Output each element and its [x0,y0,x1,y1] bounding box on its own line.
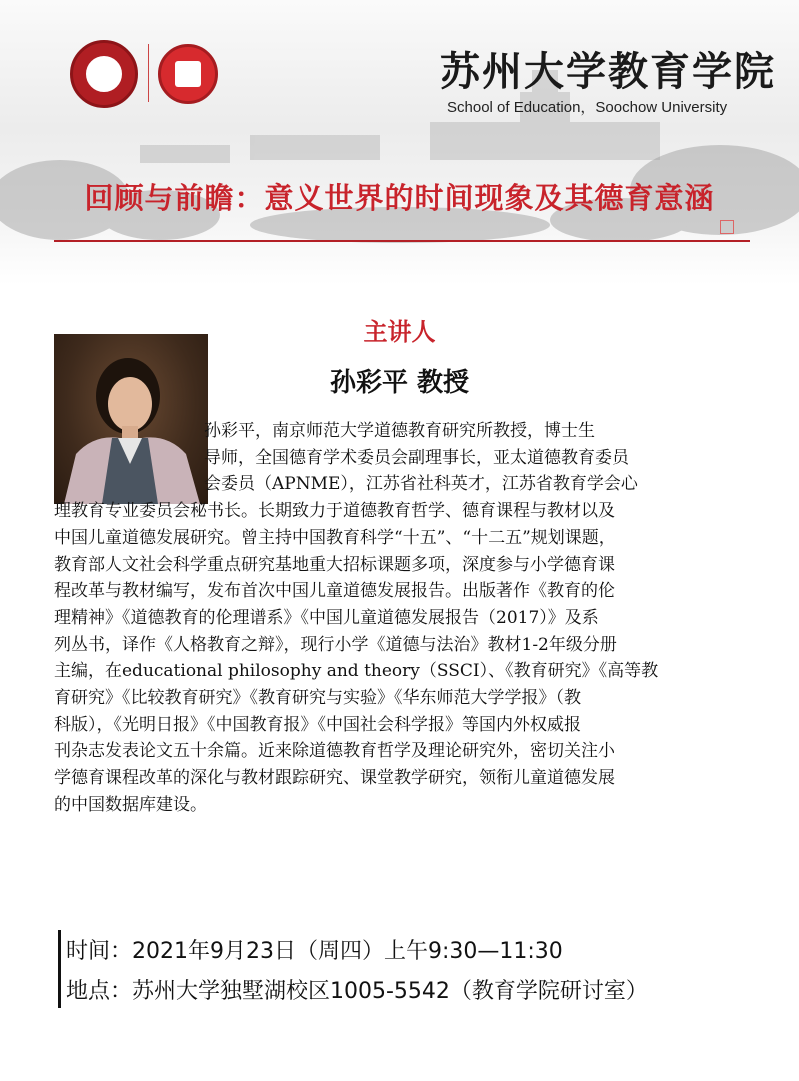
bio-line: 学德育课程改革的深化与教材跟踪研究、课堂教学研究，领衔儿童道德发展 [54,768,615,789]
school-name-en: School of Education，Soochow University [447,99,728,116]
speaker-name: 孙彩平 教授 [330,368,470,398]
bio-line: 理精神》《道德教育的伦理谱系》《中国儿童道德发展报告（2017）》及系 [54,607,599,628]
speaker-bio [54,418,767,819]
bio-line: 列丛书，译作《人格教育之辩》，现行小学《道德与法治》教材1-2年级分册 [54,634,617,655]
soochow-university-logo [70,40,138,108]
bio-line: 程改革与教材编写，发布首次中国儿童道德发展报告。出版著作《教育的伦 [54,581,615,602]
bio-line: 主编，在educational philosophy and theory（SSCI）、《教育研究》《高等教 [54,661,659,682]
bio-line: 育研究》《比较教育研究》《教育研究与实验》《华东师范大学学报》（教 [54,688,581,709]
bio-line: 会委员（APNME），江苏省社科英才，江苏省教育学会心 [204,474,638,495]
event-place: 地点：苏州大学独墅湖校区1005-5542（教育学院研讨室） [66,979,648,1004]
talk-title: 回顾与前瞻：意义世界的时间现象及其德育意涵 [84,181,715,215]
bio-line: 教育部人文社会科学重点研究基地重大招标课题多项，深度参与小学德育课 [54,554,615,575]
event-info-bar [58,930,61,1008]
seal-stamp [720,220,734,234]
bio-line: 刊杂志发表论文五十余篇。近来除道德教育哲学及理论研究外，密切关注小 [54,741,615,762]
bio-line: 科版），《光明日报》《中国教育报》《中国社会科学报》等国内外权威报 [54,714,581,735]
speaker-heading: 主讲人 [363,318,436,346]
bio-line: 孙彩平，南京师范大学道德教育研究所教授，博士生 [204,421,595,441]
title-underline [54,240,750,242]
event-time: 时间：2021年9月23日（周四）上午9:30—11:30 [66,939,563,964]
bio-line: 导师，全国德育学术委员会副理事长，亚太道德教育委员 [204,447,629,468]
bio-line: 中国儿童道德发展研究。曾主持中国教育科学“十五”、“十二五”规划课题， [54,527,616,548]
logo-divider [148,44,149,102]
bio-line: 理教育专业委员会秘书长。长期致力于道德教育哲学、德育课程与教材以及 [54,501,615,522]
school-of-education-logo [158,44,218,104]
header-banner [0,0,799,285]
school-name-cn: 苏州大学教育学院 [440,48,776,95]
bio-line: 的中国数据库建设。 [54,794,207,815]
